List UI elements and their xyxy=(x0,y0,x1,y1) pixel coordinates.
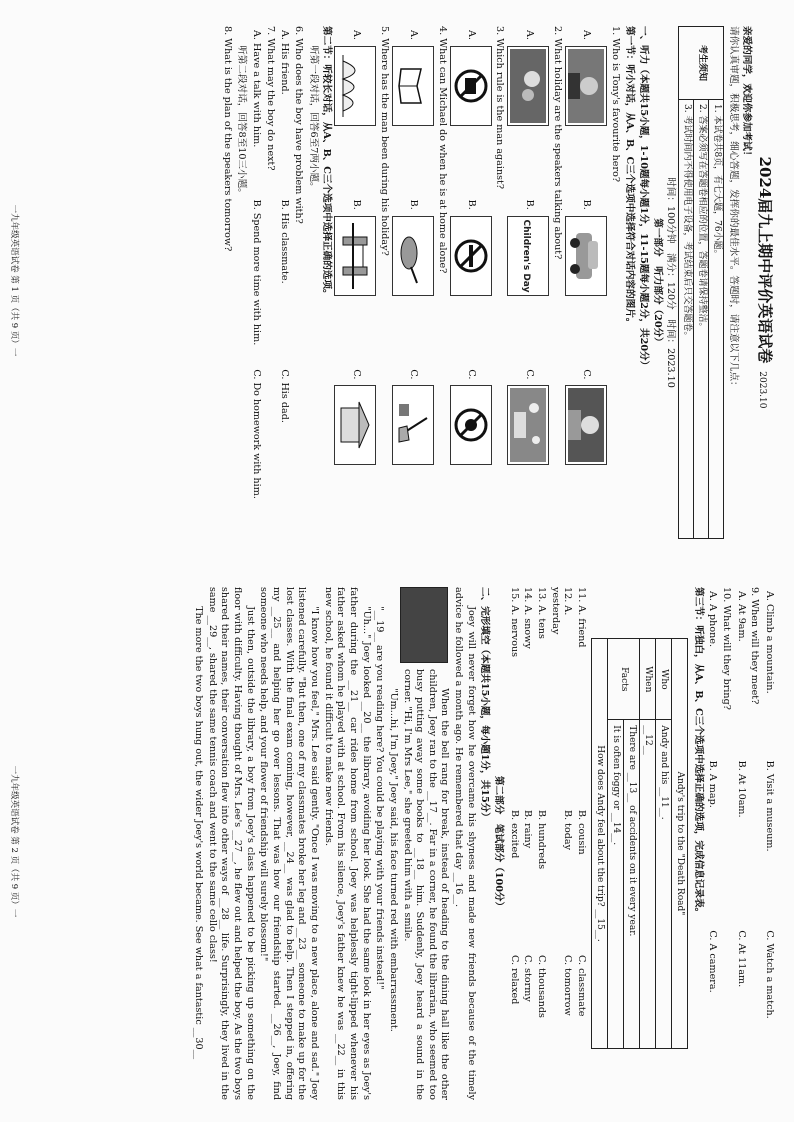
option-text[interactable]: C. Watch a match. xyxy=(764,930,775,1019)
section2-sub1: 听第一段对话，回答6至7两小题。 xyxy=(307,45,319,192)
childrens-day-label: Children's Day xyxy=(521,219,532,293)
note-row-text: __12__ xyxy=(640,720,656,1048)
choice-option[interactable]: B. excited xyxy=(508,810,520,859)
hero-portrait-picture[interactable] xyxy=(565,46,607,126)
option-letter: C. xyxy=(581,369,593,380)
note-row-label: Facts xyxy=(608,639,640,720)
option-letter: B. xyxy=(523,199,535,210)
question-7-options xyxy=(249,30,262,539)
passage-paragraph: "Um...hi, I'm Joey," Joey said, his face turned red with embarrassment. xyxy=(387,688,399,1032)
page-2-footer: 一九年级英语试卷 第 2 页（共 9 页）一 xyxy=(9,765,20,918)
section2-sub2: 听第二段对话，回答8至10三小题。 xyxy=(236,45,248,198)
question-9: 9. When will they meet? xyxy=(749,587,761,705)
choice-row xyxy=(548,587,573,1100)
section2-heading: 第二节：听较长对话，从A、B、C三个选项中选择正确的选项。 xyxy=(321,26,333,299)
option-text[interactable]: B. Spend more time with him. xyxy=(251,199,263,346)
choice-option[interactable]: C. tomorrow xyxy=(562,955,574,1016)
option-letter: C. xyxy=(466,369,477,380)
question-4-options xyxy=(392,30,434,539)
option-letter: B. xyxy=(581,199,593,210)
question-8-options xyxy=(762,591,775,1100)
choice-option[interactable]: B. rainy xyxy=(522,810,534,849)
option-text[interactable]: A. A phone. xyxy=(707,591,719,648)
tower-bridge-picture[interactable] xyxy=(334,216,376,296)
section3-heading: 第三节：听独白，从A、B、C三个选项中选择正确的选项，完成信息记录表。 xyxy=(692,587,704,918)
choice-option[interactable]: 11. A. friend xyxy=(576,587,588,648)
choice-option[interactable]: 12. A. yesterday xyxy=(549,587,574,635)
instruction: 请你认真审题，积极思考，细心答题，发挥你的最佳水平。答题时，请注意以下几点： xyxy=(727,26,739,391)
passage-paragraph: The more the two boys hung out, the wider Joey's world became. See what a fantastic __30__ xyxy=(193,606,205,1060)
mother-picture[interactable] xyxy=(507,46,549,126)
new-year-picture[interactable] xyxy=(507,385,549,465)
choice-option[interactable]: B. today xyxy=(562,810,574,851)
childrens-day-picture[interactable] xyxy=(507,216,549,296)
choice-grid xyxy=(507,587,587,1100)
no-smoking-sign[interactable] xyxy=(450,216,492,296)
option-letter: C. xyxy=(523,369,535,380)
option-letter: A. xyxy=(466,30,477,40)
option-text[interactable]: C. A camera. xyxy=(707,930,719,993)
question-4: 4. What can Michael do when he is at home alone? xyxy=(436,26,448,274)
passage-paragraph: Joey will never forget how he overcame his shyness and made new friends because of the timely advice he followed a month ago. He remembered that day __16__. xyxy=(453,587,477,1100)
cooking-picture[interactable] xyxy=(392,216,434,296)
question-1-options xyxy=(565,30,607,539)
note-row-text: Andy and his __11__. xyxy=(656,720,672,1048)
choice-row xyxy=(574,587,587,1100)
option-text[interactable]: B. A map. xyxy=(707,760,719,808)
choice-option[interactable]: C. stormy xyxy=(522,955,534,1002)
question-5-options xyxy=(334,30,376,539)
exam-page-2 xyxy=(0,561,794,1122)
scientist-picture[interactable] xyxy=(565,385,607,465)
notice-item: 1. 本试卷共8页，有七大题，76小题。 xyxy=(709,100,724,539)
notice-item: 3. 考试时间内不得使用电子设备，考试结束后只交答题卷。 xyxy=(679,100,694,539)
question-9-options xyxy=(734,591,747,1100)
choice-option[interactable]: 15. A. nervous xyxy=(508,587,520,658)
option-letter: A. xyxy=(408,30,420,40)
part2-heading: 第二部分 笔试部分（100分） xyxy=(493,775,505,912)
cleaning-picture[interactable] xyxy=(392,385,434,465)
option-text[interactable]: A. Have a talk with him. xyxy=(251,30,263,148)
page-1-footer: 一九年级英语试卷 第 1 页（共 9 页）一 xyxy=(9,204,20,357)
option-text[interactable]: B. At 10am. xyxy=(735,760,747,818)
question-2: 2. What holiday are the speakers talking about? xyxy=(551,26,563,260)
choice-option[interactable]: C. relaxed xyxy=(508,955,520,1005)
option-letter: A. xyxy=(523,30,535,40)
question-6: 6. Who does the boy have problem with? xyxy=(293,26,305,224)
choice-row xyxy=(534,587,547,1100)
option-letter: A. xyxy=(581,30,593,40)
question-8: 8. What is the plan of the speakers tomorrow? xyxy=(221,26,233,252)
car-picture[interactable] xyxy=(565,216,607,296)
question-3-options xyxy=(450,30,492,539)
question-10: 10. What will they bring? xyxy=(721,587,733,710)
passage-paragraph: "I know how you feel," Mrs. Lee said gently. "Once I was moving to a new place, alone and sad." Joey listened carefully. "But then, one of my classmates broke her leg and __23__ someone to make up for the lost classes. With the final exam coming, however, __24__ was glad to help. Then I stepped in, offering my __25__ and helping her go over lessons. That was how our friendship started. __26__, Joey, find someone who needs help, and your flower of friendship will surely blossom!" xyxy=(258,587,320,1100)
question-5: 5. Where has the man been during his holiday? xyxy=(379,26,391,256)
option-letter: A. xyxy=(350,30,362,40)
question-7: 7. What may the boy do next? xyxy=(264,26,276,171)
reading-book-picture[interactable] xyxy=(392,46,434,126)
choice-option[interactable]: B. cousin xyxy=(576,810,588,855)
no-eating-sign[interactable] xyxy=(450,385,492,465)
section1-intro: 一、听力（本题共15小题，1-10题每小题1分，11-15题每小题2分，共20分） xyxy=(637,26,649,371)
exam-date: 2023.10 xyxy=(757,371,767,409)
notice-label: 考生须知 xyxy=(679,27,724,100)
passage-paragraph: When the bell rang for break, instead of heading to the dining hall like the other children, Joey ran to the __17__. Far in a corner, he found the librarian, who seemed too busy putting away some books to __18__ him. Suddenly, Joey heard a sound in the corner. "Hi, I'm Mrs Lee," she greeted him with a smile. xyxy=(401,669,451,1100)
option-text[interactable]: A. At 9am. xyxy=(735,591,747,642)
question-1: 1. Who is Tony's favourite hero? xyxy=(609,26,621,182)
choice-row xyxy=(521,587,534,1100)
question-6-options xyxy=(278,30,291,539)
question-10-options xyxy=(706,591,719,1100)
passage-paragraph: "Uh..." Joey looked __20__ the library, avoiding her look. She had the same look in her eyes as Joey's father during the __21__ car rides home from school. Joey was helplessly tight-lipped whenever his father asked whom he played with at school. From his silence, Joey's father knew he was __22__ in this new school, he found it difficult to make new friends. xyxy=(322,587,372,1100)
exam-title xyxy=(754,26,774,539)
opera-house-picture[interactable] xyxy=(334,46,376,126)
choice-option[interactable]: C. thousands xyxy=(536,955,548,1018)
choice-option[interactable]: 14. A. snowy xyxy=(522,587,534,649)
greeting: 亲爱的同学，欢迎你参加考试！ xyxy=(741,26,753,161)
option-text[interactable]: C. At 11am. xyxy=(735,930,747,988)
option-text[interactable]: A. His friend. xyxy=(279,30,291,95)
choice-option[interactable]: B. hundreds xyxy=(536,810,548,870)
note-row-label: When xyxy=(640,639,656,720)
note-row-text: It is often foggy or __14__. xyxy=(608,720,624,1048)
library-photo xyxy=(401,587,449,663)
option-letter: B. xyxy=(466,199,477,210)
option-text[interactable]: A. Climb a mountain. xyxy=(764,591,775,694)
note-row-text: There are __13__ of accidents on it every year. xyxy=(624,720,640,1048)
section1-heading: 第一节：听小对话，从A、B、C三个选项中选择符合对话内容的图片。 xyxy=(624,26,636,328)
option-letter: B. xyxy=(408,199,420,210)
option-letter: B. xyxy=(350,199,362,210)
choice-option[interactable]: 13. A. tens xyxy=(536,587,548,639)
option-text[interactable]: C. His dad. xyxy=(279,369,291,423)
exam-meta: 时间：100分钟 满分：120分 时间：2023.10 xyxy=(665,177,677,388)
option-text[interactable]: C. Do homework with him. xyxy=(251,369,263,499)
note-row-label: Who xyxy=(656,639,672,720)
temple-picture[interactable] xyxy=(334,385,376,465)
notice-item: 2. 答案必须写在答题卷相应的位置，答题卷请保持整洁。 xyxy=(694,100,709,539)
question-3: 3. Which rule is the man against? xyxy=(494,26,506,190)
question-2-options xyxy=(507,30,549,539)
passage-paragraph: "__19__ are you reading here? You could be playing with your friends instead!" xyxy=(374,606,386,990)
note-title: Andy's trip to the "Death Road" xyxy=(672,639,688,1048)
option-letter: C. xyxy=(408,369,420,380)
notice-table xyxy=(678,26,724,539)
cloze-passage xyxy=(191,587,476,1100)
exam-title-text: 2024届九上期中评价英语试卷 xyxy=(756,156,774,364)
info-record-table xyxy=(591,638,688,1048)
choice-option[interactable]: C. classmate xyxy=(576,955,588,1017)
choice-row xyxy=(507,587,520,1100)
option-letter: C. xyxy=(350,369,362,380)
option-text[interactable]: B. Visit a museum. xyxy=(764,760,775,852)
part1-heading: 第一部分 听力部分（20分） xyxy=(651,218,663,347)
cloze-heading: 二、完形填空（本题共15小题，每小题1分，共15分） xyxy=(479,587,491,822)
note-row-text: How does Andy feel about the trip? __15__. xyxy=(592,639,608,1048)
option-text[interactable]: B. His classmate. xyxy=(279,199,291,284)
passage-paragraph: Just then, outside the library, a boy from Joey's class happened to be picking up something on the floor with difficulty. Having thought of Mrs. Lee's __27__, he flew out and helped the boy. As the two boys shared their names, their conversation flew into other ways of __28__ life. Surprisingly, they lived in the same __29__, shared the same tennis coach and went to the same cello class! xyxy=(206,587,256,1100)
no-photo-sign[interactable] xyxy=(450,46,492,126)
